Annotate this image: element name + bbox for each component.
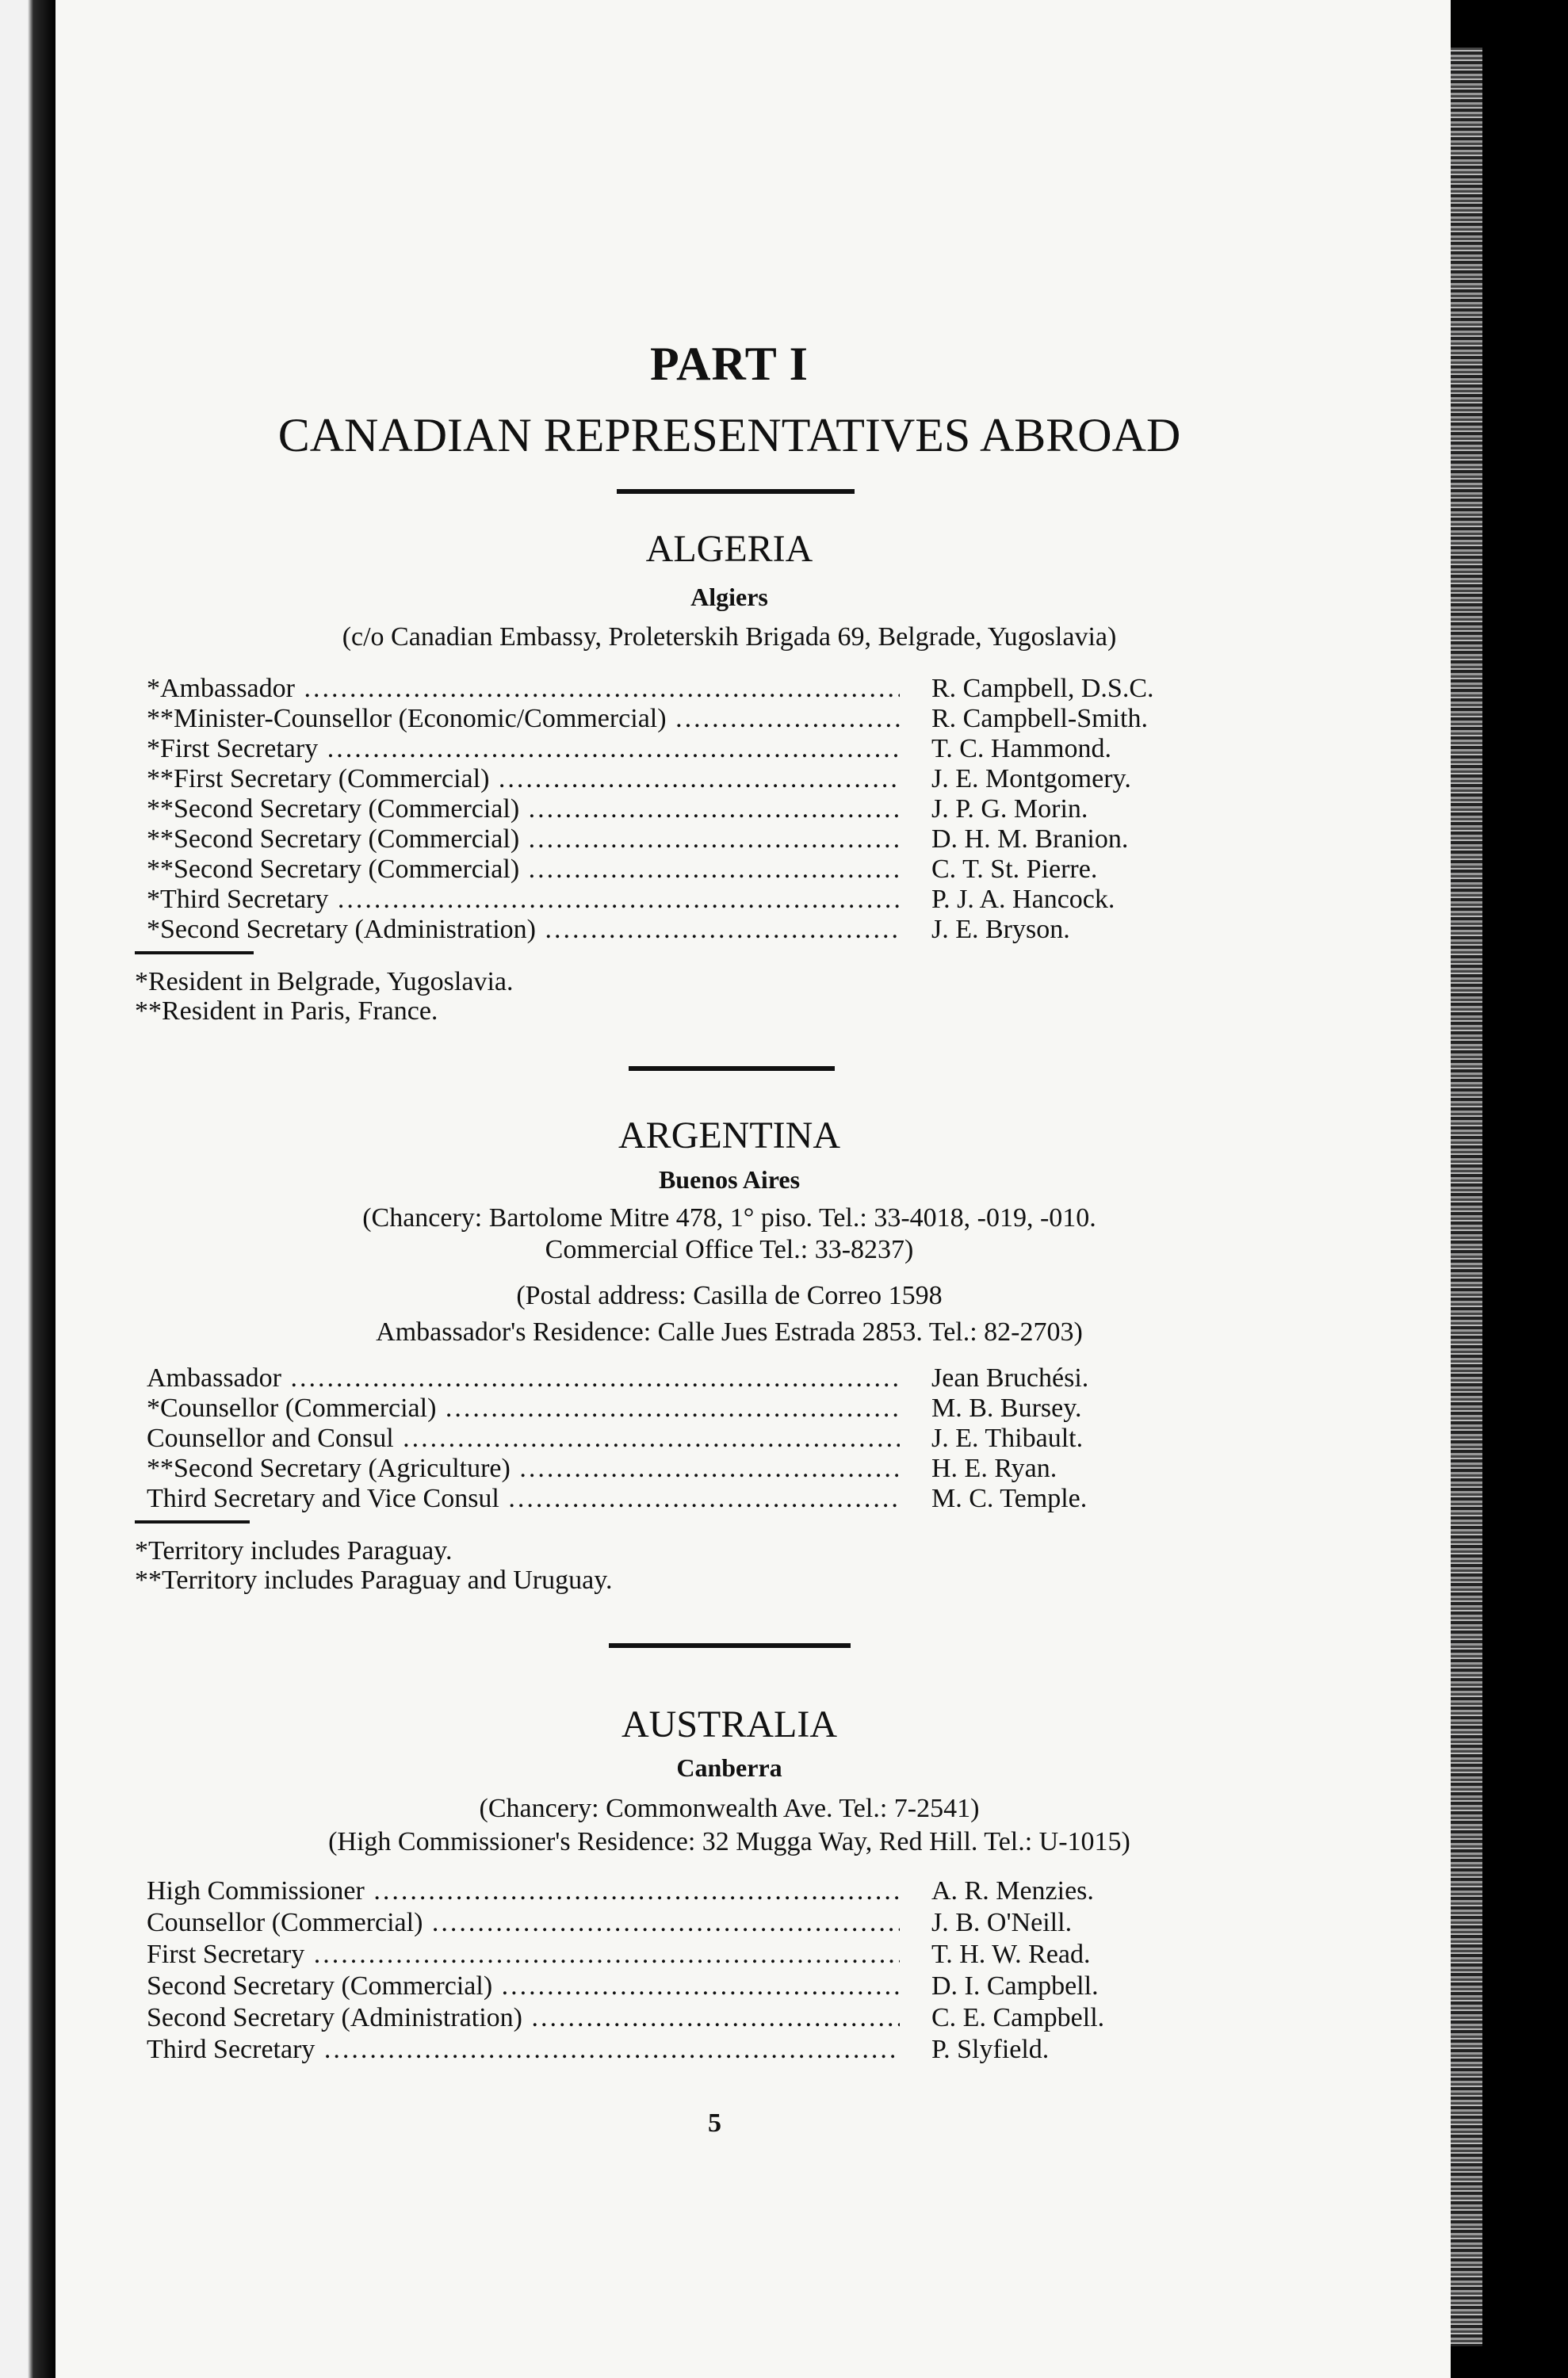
staff-row bbox=[147, 915, 1256, 946]
part-heading: PART I bbox=[649, 338, 809, 390]
staff-role: Second Secretary (Administration) ..... bbox=[147, 2003, 900, 2033]
staff-role: *Ambassador ..... bbox=[147, 674, 900, 704]
footnote: **Territory includes Paraguay and Uruguay. bbox=[135, 1566, 613, 1595]
staff-row bbox=[147, 1424, 1256, 1455]
scan-left-edge bbox=[0, 0, 55, 2378]
country-heading-australia: AUSTRALIA bbox=[621, 1703, 837, 1745]
staff-role: Counsellor (Commercial) ..... bbox=[147, 1908, 900, 1938]
staff-name: M. B. Bursey. bbox=[931, 1394, 1082, 1423]
address-line: (Chancery: Commonwealth Ave. Tel.: 7-2541) bbox=[479, 1794, 980, 1823]
staff-row bbox=[147, 1908, 1256, 1940]
staff-name: P. Slyfield. bbox=[931, 2035, 1050, 2064]
footnote-rule bbox=[135, 1520, 250, 1524]
city-canberra: Canberra bbox=[676, 1753, 782, 1782]
scan-right-edge bbox=[1451, 48, 1482, 2346]
staff-row bbox=[147, 1394, 1256, 1425]
footnote: **Resident in Paris, France. bbox=[135, 996, 438, 1026]
staff-row bbox=[147, 674, 1256, 705]
staff-name: T. H. W. Read. bbox=[931, 1940, 1091, 1969]
staff-role: **Second Secretary (Commercial) ..... bbox=[147, 824, 900, 854]
staff-role: *First Secretary ..... bbox=[147, 734, 900, 764]
staff-row bbox=[147, 1363, 1256, 1395]
staff-role: Ambassador ..... bbox=[147, 1363, 900, 1394]
staff-role: Counsellor and Consul ..... bbox=[147, 1424, 900, 1454]
staff-row bbox=[147, 1971, 1256, 2003]
staff-name: J. B. O'Neill. bbox=[931, 1908, 1073, 1937]
staff-name: D. I. Campbell. bbox=[931, 1971, 1099, 2001]
staff-name: P. J. A. Hancock. bbox=[931, 885, 1115, 914]
staff-row bbox=[147, 885, 1256, 916]
staff-role: First Secretary ..... bbox=[147, 1940, 900, 1970]
staff-role: Second Secretary (Commercial) ..... bbox=[147, 1971, 900, 2001]
staff-row bbox=[147, 854, 1256, 886]
staff-role: *Counsellor (Commercial) ..... bbox=[147, 1394, 900, 1424]
staff-row bbox=[147, 1876, 1256, 1908]
section-divider bbox=[609, 1643, 851, 1648]
footnote: *Territory includes Paraguay. bbox=[135, 1536, 453, 1566]
staff-role: *Third Secretary ..... bbox=[147, 885, 900, 915]
staff-name: M. C. Temple. bbox=[931, 1484, 1088, 1513]
address-line: (High Commissioner's Residence: 32 Mugga Way, Red Hill. Tel.: U-1015) bbox=[328, 1827, 1130, 1856]
staff-name: R. Campbell-Smith. bbox=[931, 704, 1148, 733]
country-heading-algeria: ALGERIA bbox=[645, 528, 813, 570]
footnote: *Resident in Belgrade, Yugoslavia. bbox=[135, 967, 514, 996]
staff-role: **First Secretary (Commercial) ..... bbox=[147, 764, 900, 794]
staff-row bbox=[147, 1484, 1256, 1516]
staff-name: J. E. Bryson. bbox=[931, 915, 1070, 944]
section-divider bbox=[629, 1066, 835, 1071]
staff-name: R. Campbell, D.S.C. bbox=[931, 674, 1154, 703]
staff-name: Jean Bruchési. bbox=[931, 1363, 1089, 1393]
staff-role: *Second Secretary (Administration) ..... bbox=[147, 915, 900, 945]
staff-row bbox=[147, 704, 1256, 736]
staff-name: C. T. St. Pierre. bbox=[931, 854, 1098, 884]
staff-row bbox=[147, 2003, 1256, 2035]
staff-name: J. P. G. Morin. bbox=[931, 794, 1088, 824]
staff-row bbox=[147, 1940, 1256, 1971]
page-number: 5 bbox=[708, 2108, 721, 2138]
staff-row bbox=[147, 824, 1256, 856]
staff-role: Third Secretary ..... bbox=[147, 2035, 900, 2065]
staff-name: T. C. Hammond. bbox=[931, 734, 1111, 763]
staff-role: **Second Secretary (Commercial) ..... bbox=[147, 794, 900, 824]
staff-role: **Minister-Counsellor (Economic/Commercial) ..... bbox=[147, 704, 900, 734]
staff-role: High Commissioner ..... bbox=[147, 1876, 900, 1906]
staff-role: **Second Secretary (Agriculture) ..... bbox=[147, 1454, 900, 1484]
address-line: (Postal address: Casilla de Correo 1598 bbox=[516, 1281, 943, 1310]
staff-row bbox=[147, 734, 1256, 766]
staff-name: J. E. Thibault. bbox=[931, 1424, 1084, 1453]
staff-role: **Second Secretary (Commercial) ..... bbox=[147, 854, 900, 885]
city-algiers: Algiers bbox=[690, 583, 768, 611]
address-line: Commercial Office Tel.: 33-8237) bbox=[545, 1235, 914, 1264]
footnote-rule bbox=[135, 951, 254, 954]
staff-name: A. R. Menzies. bbox=[931, 1876, 1094, 1906]
address-line: (Chancery: Bartolome Mitre 478, 1° piso. Tel.: 33-4018, -019, -010. bbox=[362, 1203, 1096, 1233]
staff-name: H. E. Ryan. bbox=[931, 1454, 1057, 1483]
city-buenos-aires: Buenos Aires bbox=[658, 1165, 801, 1194]
staff-row bbox=[147, 1454, 1256, 1485]
staff-name: J. E. Montgomery. bbox=[931, 764, 1131, 793]
address-line: Ambassador's Residence: Calle Jues Estrada 2853. Tel.: 82-2703) bbox=[376, 1317, 1083, 1347]
staff-name: D. H. M. Branion. bbox=[931, 824, 1129, 854]
staff-role: Third Secretary and Vice Consul ..... bbox=[147, 1484, 900, 1514]
staff-name: C. E. Campbell. bbox=[931, 2003, 1105, 2032]
address-algeria: (c/o Canadian Embassy, Proleterskih Brigada 69, Belgrade, Yugoslavia) bbox=[342, 622, 1117, 652]
staff-row bbox=[147, 2035, 1256, 2066]
section-divider bbox=[617, 489, 855, 494]
staff-row bbox=[147, 764, 1256, 796]
page-title: CANADIAN REPRESENTATIVES ABROAD bbox=[277, 409, 1181, 461]
country-heading-argentina: ARGENTINA bbox=[618, 1114, 840, 1157]
staff-row bbox=[147, 794, 1256, 826]
